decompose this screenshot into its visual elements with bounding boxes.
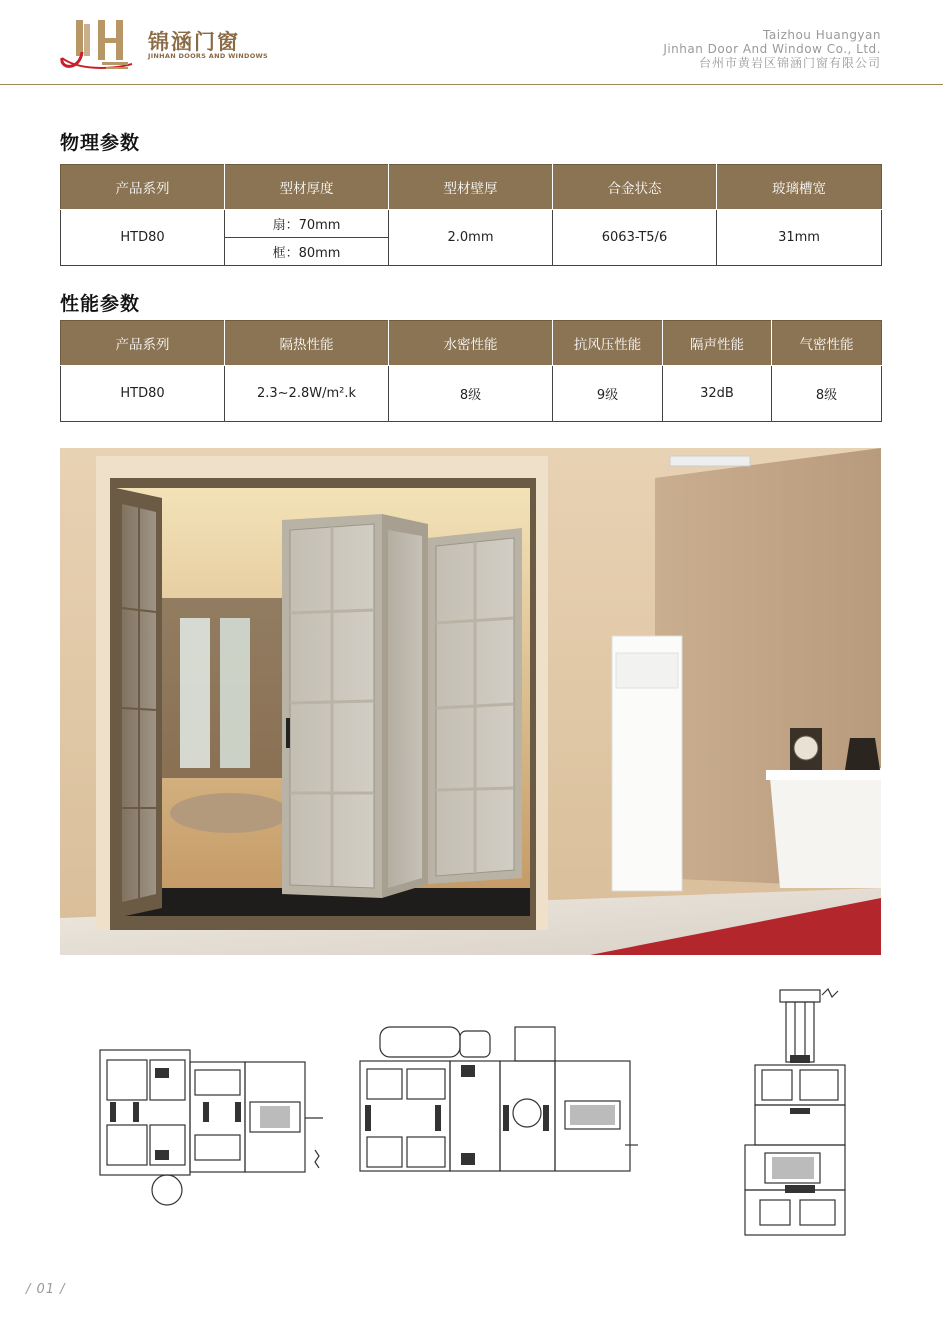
performance-params-table	[60, 320, 882, 422]
cross-section-drawing-2	[355, 1025, 640, 1175]
brand-name-en: JINHAN DOORS AND WINDOWS	[148, 52, 268, 60]
company-line-2: Jinhan Door And Window Co., Ltd.	[663, 42, 881, 56]
table-header-cell: 隔热性能	[225, 321, 389, 366]
table-header-cell: 型材厚度	[225, 165, 389, 210]
table-header-cell: 合金状态	[553, 165, 717, 210]
cross-section-drawing-1	[95, 1040, 325, 1210]
company-info	[663, 28, 881, 70]
physical-params-table	[60, 164, 882, 266]
table-cell: HTD80	[61, 366, 225, 422]
cross-section-drawing-3	[740, 985, 850, 1240]
jinhan-logo-icon	[58, 14, 136, 72]
table-header-cell: 产品系列	[61, 321, 225, 366]
table-header-row	[61, 321, 882, 366]
physical-section-title: 物理参数	[60, 132, 141, 154]
table-cell: 2.3~2.8W/m².k	[225, 366, 389, 422]
page-header	[0, 0, 943, 86]
table-header-cell: 产品系列	[61, 165, 225, 210]
table-header-cell: 气密性能	[772, 321, 882, 366]
brand-name-cn: 锦涵门窗	[148, 30, 240, 54]
performance-section-title: 性能参数	[60, 293, 141, 315]
table-cell-sash-thickness: 扇：70mm	[225, 210, 389, 238]
table-header-cell: 水密性能	[389, 321, 553, 366]
page-number: / 01 /	[26, 1282, 66, 1297]
company-line-1: Taizhou Huangyan	[763, 28, 881, 42]
header-divider	[0, 84, 943, 85]
table-header-row	[61, 165, 882, 210]
table-header-cell: 抗风压性能	[553, 321, 663, 366]
company-name-cn: 台州市黄岩区锦涵门窗有限公司	[698, 56, 881, 70]
table-cell-alloy: 6063-T5/6	[553, 210, 717, 266]
folding-door-photo	[60, 448, 881, 955]
table-cell: 9级	[553, 366, 663, 422]
table-cell-glass-slot: 31mm	[717, 210, 882, 266]
table-cell: 8级	[389, 366, 553, 422]
table-cell-frame-thickness: 框：80mm	[225, 238, 389, 266]
table-cell: 32dB	[663, 366, 772, 422]
table-row	[61, 366, 882, 422]
table-header-cell: 型材壁厚	[389, 165, 553, 210]
table-cell: 8级	[772, 366, 882, 422]
folding-door-illustration	[60, 448, 881, 955]
table-header-cell: 隔声性能	[663, 321, 772, 366]
table-row	[61, 210, 882, 238]
table-cell-series: HTD80	[61, 210, 225, 266]
table-cell-wall: 2.0mm	[389, 210, 553, 266]
table-header-cell: 玻璃槽宽	[717, 165, 882, 210]
